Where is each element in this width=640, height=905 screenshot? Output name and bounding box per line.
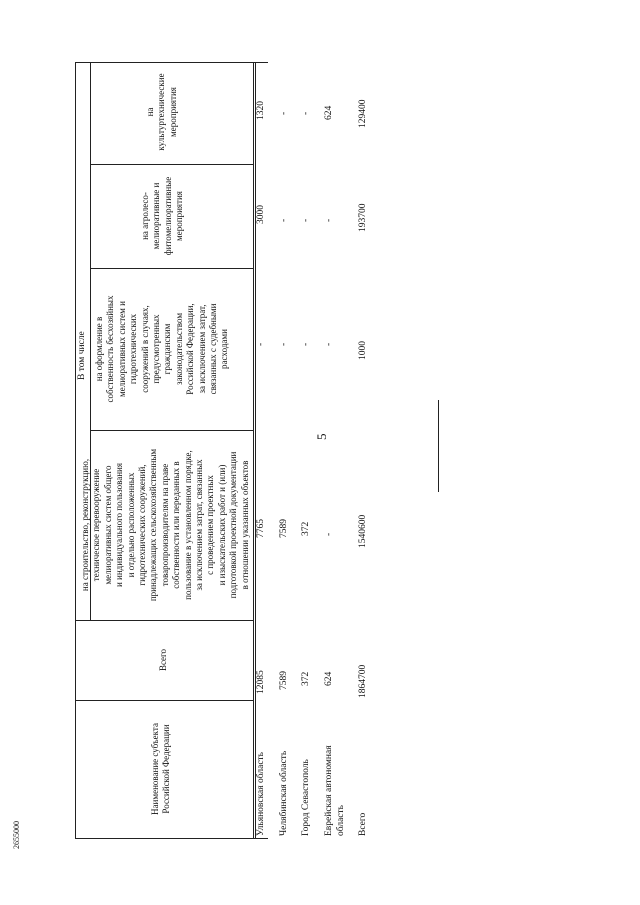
row-construction: - (324, 532, 334, 536)
row-name: Ульяновская область (256, 751, 266, 836)
table-rule-col-construction (90, 430, 253, 431)
row-construction: 372 (301, 521, 311, 536)
row-total: 372 (301, 671, 311, 686)
row-name: Город Севастополь (301, 759, 311, 836)
row-name: Всего (358, 812, 368, 836)
row-ownership: 1000 (358, 341, 368, 360)
header-col-agro: на агролесо- мелиоративные и фитомелиоративные мероприятия (140, 176, 185, 256)
table-rule-col-agro (90, 164, 253, 165)
header-total: Всего (158, 648, 168, 672)
header-col-culture: на культуртехнические мероприятия (145, 73, 178, 151)
row-name: Еврейская автономная (324, 745, 334, 836)
row-ownership: - (256, 342, 266, 346)
row-ownership: - (324, 342, 334, 346)
header-col-construction: на строительство, реконструкцию, техническое перевооружение мелиоративных систем общего и индивидуального пользования и отдельно расположенных гидротехнических сооружений, принадлежащих сельскохозяйственным товаропроизводителям на праве собственности или переданных в пользование в установленном порядке, за исключением затрат, связанных с проведением проектных и изыскательских работ и (или) подготовкой проектной документации в отношении указанных объектов (80, 448, 250, 602)
row-culture: 129400 (358, 99, 368, 128)
table-rule-header-right (75, 62, 76, 838)
row-construction: 7765 (256, 519, 266, 538)
row-construction: 7589 (279, 519, 289, 538)
row-culture: 1320 (256, 101, 266, 120)
table-rule-header-data (253, 62, 254, 838)
row-culture: - (279, 111, 289, 115)
row-total: 7589 (279, 671, 289, 690)
row-construction: 1540600 (358, 514, 368, 548)
row-culture: 624 (324, 105, 334, 120)
table-rule-subheader (255, 62, 256, 838)
row-agro: - (324, 218, 334, 222)
header-col-ownership: на оформление в собственность бесхозяйных мелиоративных систем и гидротехнических сооружений в случаях, предусмотренных гражданским законодательством Российской Федерации, за исключением затрат, связанных с судебными расходами (94, 295, 230, 403)
table-rule-col-ownership (90, 268, 253, 269)
row-agro: - (279, 218, 289, 222)
row-ownership: - (301, 342, 311, 346)
table-bottom-border (75, 838, 268, 839)
row-culture: - (301, 111, 311, 115)
row-total: 1864700 (358, 664, 368, 698)
table-rule-total-col (75, 620, 253, 621)
row-agro: - (301, 218, 311, 222)
including-header: В том числе (77, 331, 87, 380)
table-rule-name-col (75, 700, 253, 701)
row-name: Челябинская область (279, 750, 289, 836)
header-subject: Наименование субъекта Российской Федерации (150, 723, 172, 815)
separator-line (438, 400, 439, 492)
row-name-line2: область (336, 804, 346, 836)
page-number: 5 (314, 433, 329, 440)
row-agro: 3000 (256, 205, 266, 224)
row-total: 624 (324, 671, 334, 686)
row-total: 12085 (256, 670, 266, 694)
row-ownership: - (279, 342, 289, 346)
footer-code: 2655000 (12, 821, 21, 849)
row-agro: 193700 (358, 203, 368, 232)
